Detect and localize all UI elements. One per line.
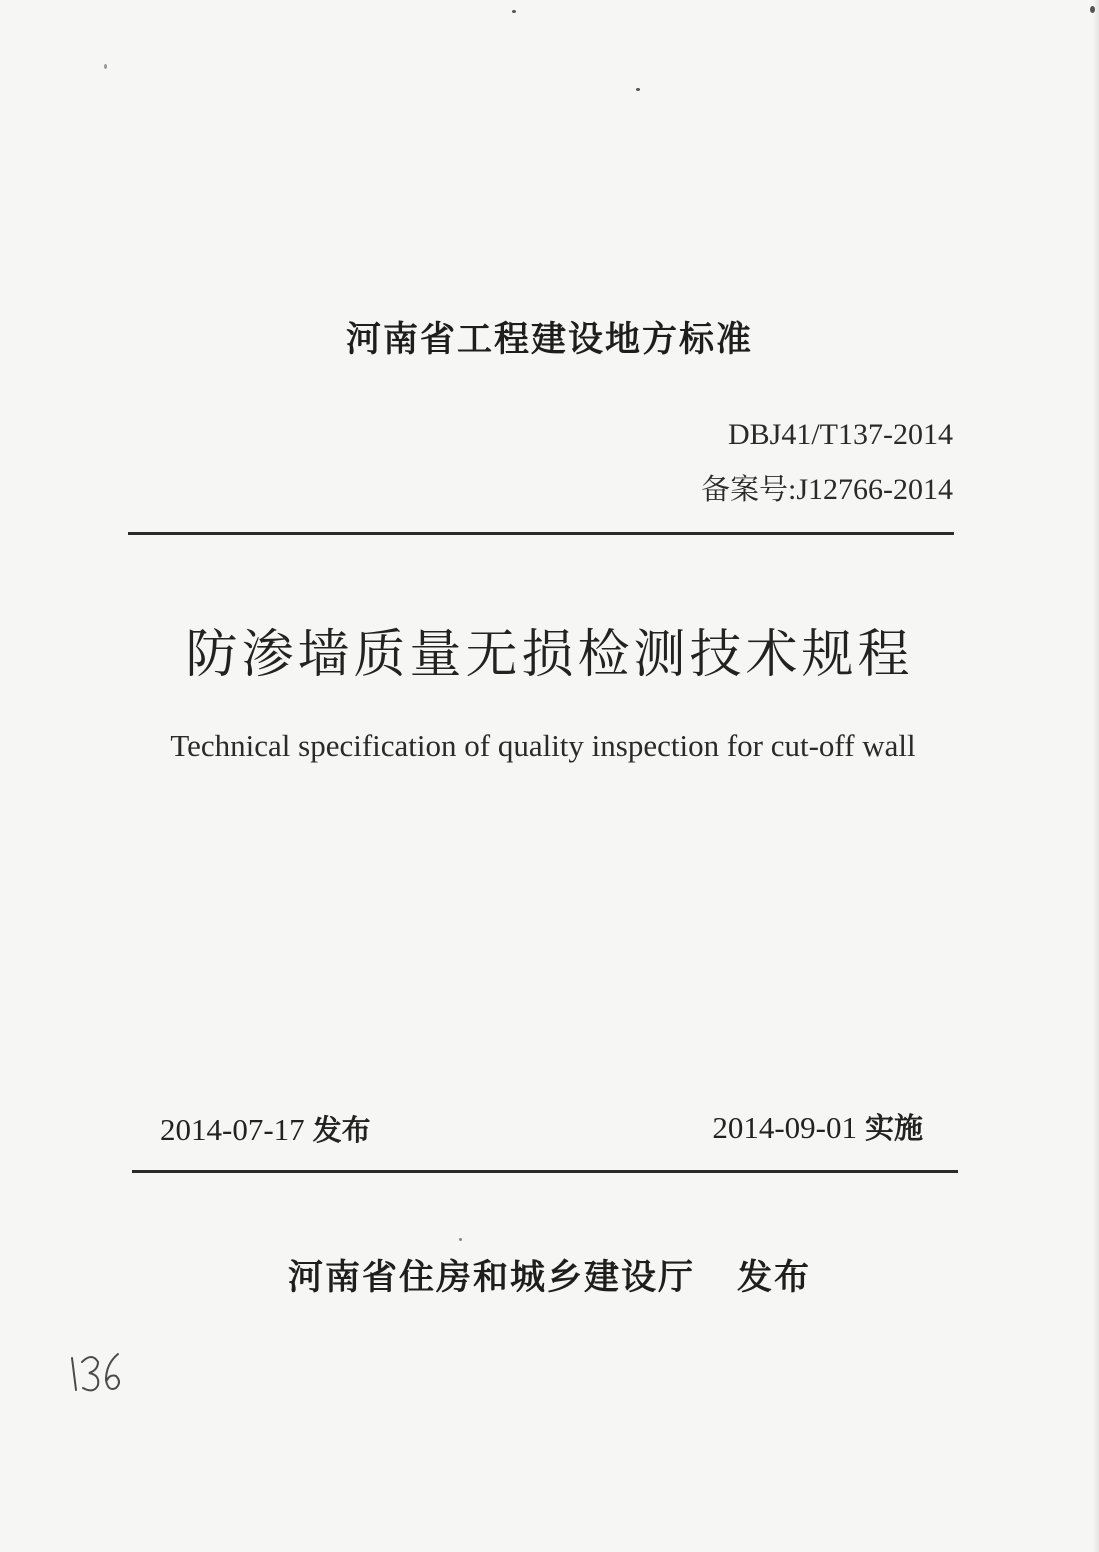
standard-number: DBJ41/T137-2014 [728,418,953,451]
record-separator: : [787,473,797,506]
scan-speck [512,10,516,13]
publisher-line [0,1250,1099,1300]
scan-speck [1090,6,1095,13]
issue-date: 2014-07-17 [160,1112,305,1147]
scan-speck [459,1238,462,1241]
series-title: 河南省工程建设地方标准 [345,320,753,360]
main-title: 防渗墙质量无损检测技术规程 [185,625,914,685]
scan-edge [1093,0,1099,1552]
record-number: J12766-2014 [796,473,953,506]
top-divider [128,532,954,535]
record-label: 备案号 [700,472,788,506]
implementation-date: 2014-09-01 [712,1110,857,1145]
publisher-name: 河南省住房和城乡建设厅 [287,1258,695,1298]
bottom-divider [132,1170,958,1173]
issue-date-line [160,1108,371,1149]
record-number-line [701,467,953,508]
english-title: Technical specification of quality inspection for cut-off wall [170,728,916,763]
issue-label: 发布 [312,1113,371,1147]
implementation-date-line [712,1106,923,1147]
implementation-label: 实施 [864,1111,923,1145]
publisher-action: 发布 [737,1258,812,1298]
scan-speck [636,88,640,91]
scan-speck [104,64,107,69]
handwritten-page-number [62,1348,132,1398]
